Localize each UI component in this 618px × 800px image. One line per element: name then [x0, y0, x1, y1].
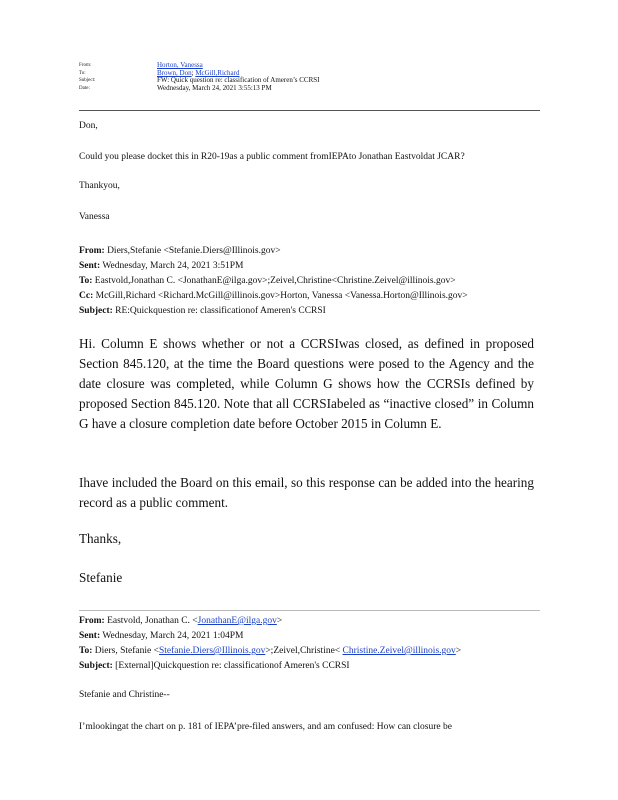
- header-date: Wednesday, March 24, 2021 3:55:13 PM: [157, 83, 272, 92]
- email1-sent-row: [79, 259, 468, 274]
- email1-sent: Wednesday, March 24, 2021 3:51PM: [102, 261, 244, 271]
- header-date-label: Date:: [79, 85, 90, 91]
- email1-paragraph-2: Ihave included the Board on this email, so this response can be added into the hearing record as a public comment.: [79, 475, 534, 510]
- email2-divider: [79, 610, 540, 611]
- cover-thanks: Thankyou,: [79, 181, 120, 191]
- email1-meta: [79, 244, 468, 319]
- email2-subject-label: Subject:: [79, 661, 113, 671]
- email1-paragraph-1: Hi. Column E shows whether or not a CCRSIwas closed, as defined in proposed Section 845.120, at the time the Board questions were posed to the Agency and the date closure was completed, while Column G shows how the CCRSIs defined by proposed Section 845.120. Note that all CCRSIabeled as “inactive closed” in Column G have a closure completion date before October 2015 in Column E.: [79, 336, 534, 431]
- email2-subject: [External]Quickquestion re: classificationof Ameren's CCRSI: [115, 661, 350, 671]
- cover-request: Could you please docket this in R20-19as a public comment fromIEPAto Jonathan Eastvoldat JCAR?: [79, 152, 465, 162]
- email1-sent-label: Sent:: [79, 261, 101, 271]
- email2-from-suffix: >: [276, 616, 283, 626]
- header-subject-label: Subject:: [79, 78, 96, 84]
- email2-sent-row: [79, 629, 461, 644]
- email1-cc-row: [79, 289, 468, 304]
- email2-from-label: From:: [79, 616, 105, 626]
- email2-to-mid: >;Zeivel,Christine<: [265, 646, 343, 656]
- cover-greeting: Don,: [79, 121, 98, 131]
- email1-from: Diers,Stefanie <Stefanie.Diers@Illinois.gov>: [107, 246, 281, 256]
- email1-cc: McGill,Richard <Richard.McGill@illinois.gov>Horton, Vanessa <Vanessa.Horton@Illinois.gov>: [95, 291, 468, 301]
- email2-greeting: Stefanie and Christine--: [79, 690, 170, 700]
- cover-signature: Vanessa: [79, 212, 110, 222]
- header-to-link-1[interactable]: Brown, Don: [157, 68, 192, 77]
- email2-to-row: [79, 644, 461, 659]
- email2-to-suffix: >: [455, 646, 462, 656]
- email2-from-row: [79, 614, 461, 629]
- email2-to-label: To:: [79, 646, 93, 656]
- email1-subject: RE:Quickquestion re: classificationof Ameren's CCRSI: [115, 306, 326, 316]
- header-to-row: To: Brown, Don ; McGill,Richard: [79, 68, 240, 77]
- header-subject: FW: Quick question re: classification of Ameren’s CCRSI: [157, 76, 320, 85]
- header-date-row: [79, 85, 319, 93]
- header-divider: [79, 110, 540, 111]
- header-to-label: To:: [79, 70, 86, 76]
- email2-from-link[interactable]: JonathanE@ilga.gov: [197, 616, 277, 626]
- header-from-link[interactable]: Horton, Vanessa: [157, 61, 203, 69]
- email2-sent-label: Sent:: [79, 631, 101, 641]
- email1-to-label: To:: [79, 276, 93, 286]
- email1-from-row: [79, 244, 468, 259]
- email2-subject-row: [79, 659, 461, 674]
- email2-sent: Wednesday, March 24, 2021 1:04PM: [102, 631, 244, 641]
- email1-from-label: From:: [79, 246, 105, 256]
- email2-to-link-2[interactable]: Christine.Zeivel@illinois.gov: [342, 646, 456, 656]
- header-to-link-2[interactable]: McGill,Richard: [195, 68, 240, 77]
- header-from-label: From:: [79, 63, 92, 68]
- email1-to: Eastvold,Jonathan C. <JonathanE@ilga.gov>;Zeivel,Christine<Christine.Zeivel@illinois.gov>: [94, 276, 456, 286]
- email1-subject-row: [79, 304, 468, 319]
- email1-to-row: [79, 274, 468, 289]
- email1-subject-label: Subject:: [79, 306, 113, 316]
- email1-cc-label: Cc:: [79, 291, 94, 301]
- email1-thanks: Thanks,: [79, 531, 122, 546]
- email-header: [79, 62, 319, 92]
- email2-to-link-1[interactable]: Stefanie.Diers@Illinois.gov: [158, 646, 266, 656]
- email2-to-prefix: Diers, Stefanie <: [94, 646, 159, 656]
- email2-from-prefix: Eastvold, Jonathan C. <: [107, 616, 198, 626]
- email2-body: I’mlookingat the chart on p. 181 of IEPA’pre-filed answers, and am confused: How can closure be: [79, 722, 452, 732]
- email1-signature: Stefanie: [79, 570, 123, 585]
- email2-meta: [79, 614, 461, 674]
